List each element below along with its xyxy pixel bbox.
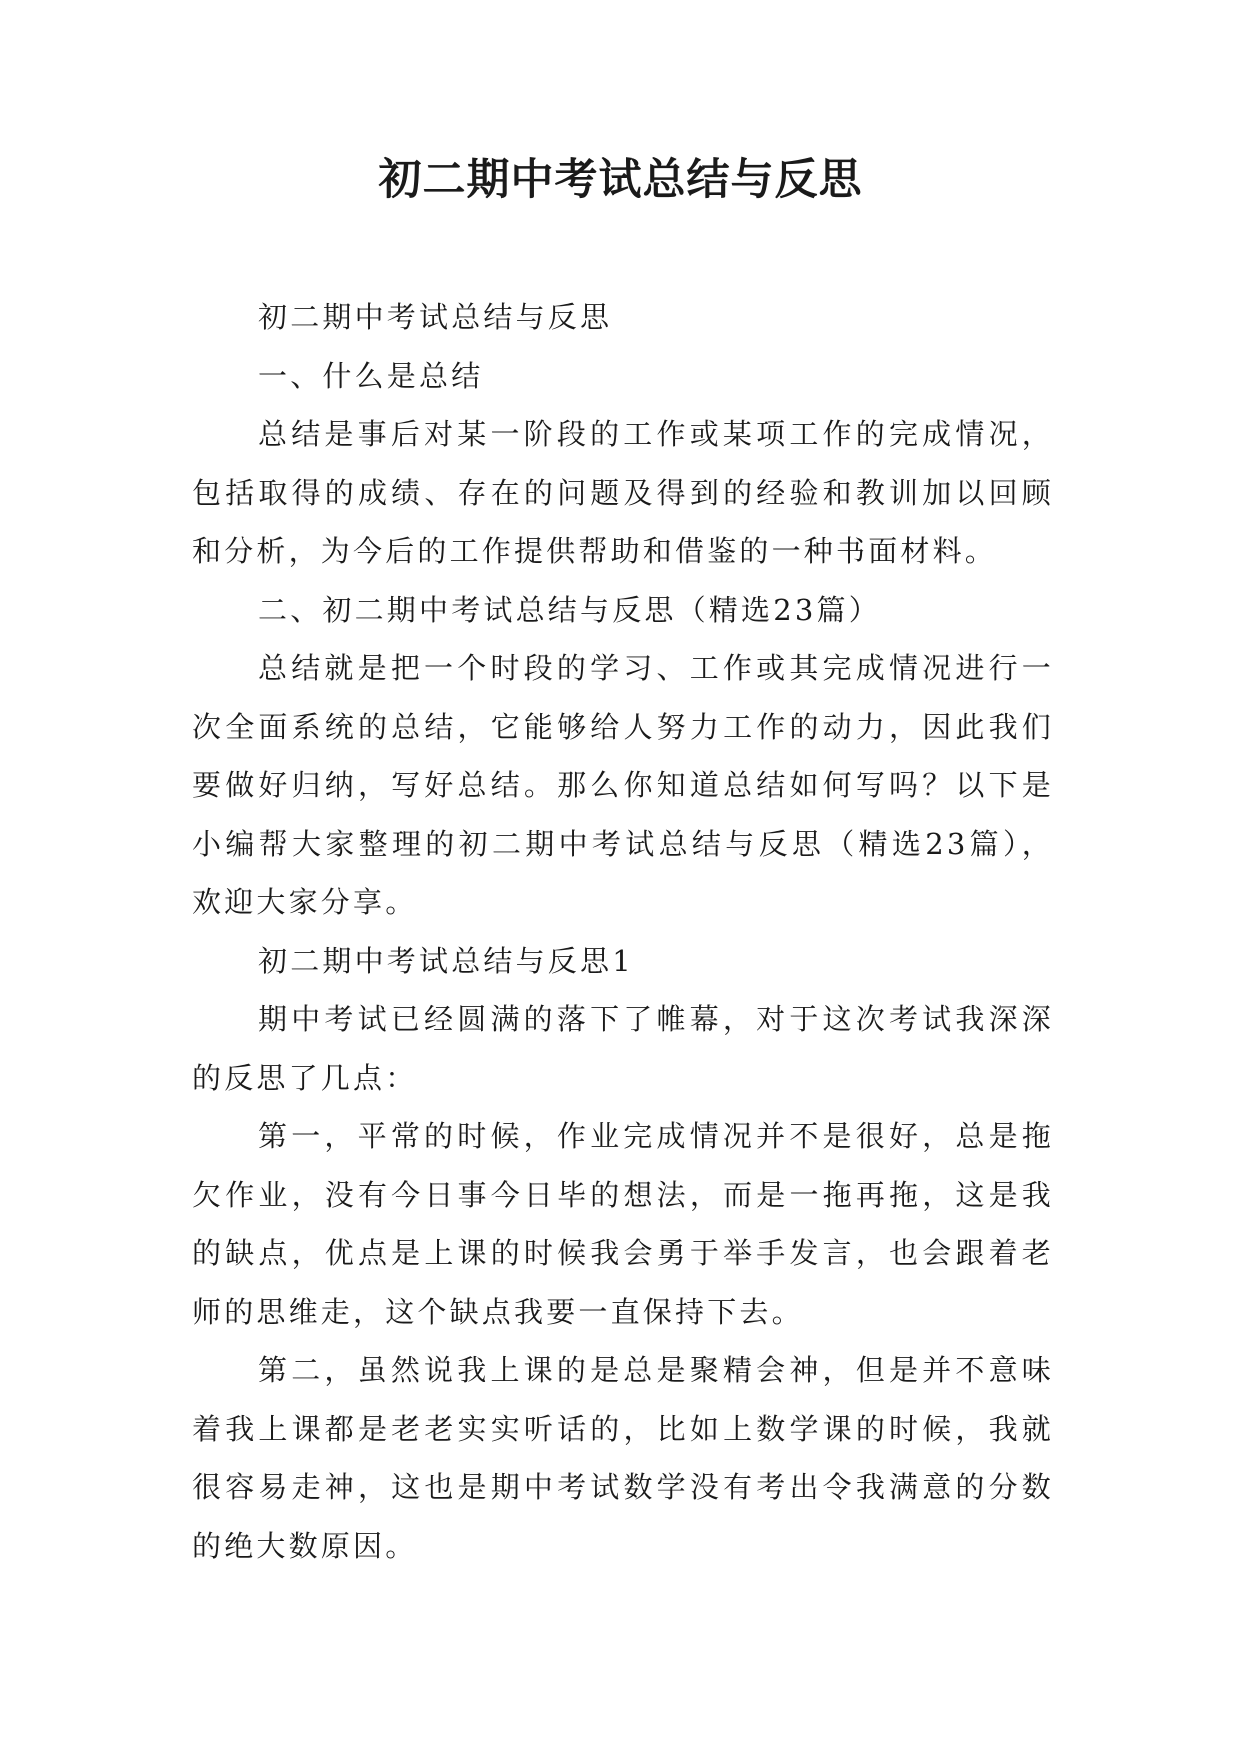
section-heading-selected: 二、初二期中考试总结与反思（精选23篇） (258, 592, 881, 627)
paragraph-point-two: 第二，虽然说我上课的是总是聚精会神，但是并不意味着我上课都是老老实实听话的，比如上数学课的时候，我就很容易走神，这也是期中考试数学没有考出令我满意的分数的绝大数原因。 (192, 1353, 1054, 1563)
paragraph-heading-repeat: 初二期中考试总结与反思 (258, 300, 613, 334)
paragraph-point-one: 第一，平常的时候，作业完成情况并不是很好，总是拖欠作业，没有今日事今日毕的想法，而是一拖再拖，这是我的缺点，优点是上课的时候我会勇于举手发言，也会跟着老师的思维走，这个缺点我要一直保持下去。 (192, 1119, 1054, 1329)
document-title: 初二期中考试总结与反思 (378, 155, 863, 205)
paragraph-intro: 总结就是把一个时段的学习、工作或其完成情况进行一次全面系统的总结，它能够给人努力工作的动力，因此我们要做好归纳，写好总结。那么你知道总结如何写吗？以下是小编帮大家整理的初二期中考试总结与反思（精选23篇），欢迎大家分享。 (192, 651, 1054, 919)
section-heading-what-is-summary: 一、什么是总结 (258, 358, 484, 393)
paragraph-essay-opening: 期中考试已经圆满的落下了帷幕，对于这次考试我深深的反思了几点： (192, 1002, 1054, 1095)
paragraph-definition: 总结是事后对某一阶段的工作或某项工作的完成情况，包括取得的成绩、存在的问题及得到的经验和教训加以回顾和分析，为今后的工作提供帮助和借鉴的一种书面材料。 (192, 417, 1054, 568)
document-body (192, 288, 1054, 1575)
essay-heading-1: 初二期中考试总结与反思1 (258, 943, 634, 978)
